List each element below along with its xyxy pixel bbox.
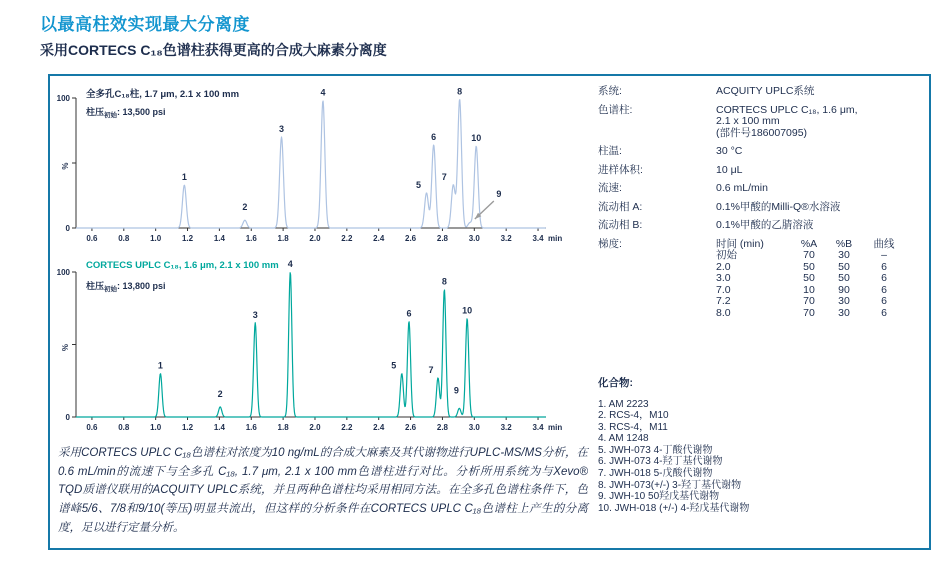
gradient-cell: 2.0 [716, 260, 731, 273]
peak-label-6: 6 [406, 308, 412, 319]
condition-value-line: 30 °C [716, 145, 743, 157]
condition-value [716, 202, 928, 214]
chromatogram-fully-porous [54, 84, 599, 257]
condition-value-line: 2.1 x 100 mm [716, 115, 780, 127]
x-tick-label: 2.6 [405, 423, 417, 432]
condition-value-line: 0.6 mL/min [716, 182, 768, 194]
gradient-cell: 3.0 [716, 272, 731, 284]
gradient-cell: 6 [881, 260, 887, 273]
x-tick-label: 2.2 [341, 234, 353, 243]
peak-label-5: 5 [391, 360, 397, 371]
gradient-header-cell: 时间 (min) [716, 237, 764, 250]
x-tick-label: 2.0 [309, 234, 321, 243]
x-tick-label: 1.8 [277, 234, 289, 243]
conditions-panel [598, 86, 928, 542]
y-tick-label-max: 100 [56, 268, 70, 277]
pressure-value: : 13,500 psi [117, 107, 166, 117]
x-tick-label: 1.4 [213, 234, 225, 243]
gradient-header-cell: %B [835, 237, 853, 250]
gradient-cell: 70 [803, 295, 815, 307]
peak-label-10: 10 [471, 133, 482, 144]
peak-label-7: 7 [441, 172, 447, 183]
x-tick-label: 2.6 [405, 234, 417, 243]
condition-value [716, 165, 928, 177]
condition-value [716, 220, 928, 232]
x-tick-label: 3.0 [468, 423, 480, 432]
figure-caption: 采用CORTECS UPLC C₁₈色谱柱对浓度为10 ng/mL的合成大麻素及其代谢物进行UPLC-MS/MS分析，在0.6 mL/min的流速下与全多孔 C₁₈, 1.7 μm, 2.1 x 100 mm色谱柱进行对比。分析所用系统为与Xevo® TQD质谱仪联用的ACQUITY UPLC系统，并且两种色谱柱均采用相同方法。在全多孔色谱柱条件下，色谱峰5/6、7/8和9/10(等压)明显共流出，但这样的分析条件在CORTECS UPLC C₁₈色谱柱上产生的分离度，足以进行定量分析。 [58, 447, 588, 534]
compound-item: 6. JWH-073 4-羟丁基代谢物 [598, 456, 723, 468]
x-tick-label: 0.8 [118, 234, 130, 243]
y-axis-label: % [61, 343, 70, 352]
peak-label-3: 3 [252, 309, 258, 320]
condition-label: 进样体积: [598, 163, 643, 176]
gradient-table [716, 239, 906, 320]
gradient-cell: 90 [838, 283, 850, 296]
condition-value [716, 86, 928, 98]
figure-panel [48, 74, 931, 550]
peak-label-8: 8 [441, 276, 447, 287]
gradient-cell: 50 [838, 272, 850, 284]
peak-label-7: 7 [428, 364, 434, 375]
gradient-cell: 50 [803, 260, 815, 273]
peak-label-9: 9 [453, 385, 459, 396]
x-tick-label: 1.2 [181, 423, 194, 432]
x-axis-unit: min [548, 423, 563, 432]
compound-item: 2. RCS-4，M10 [598, 410, 669, 422]
gradient-cell: 6 [881, 306, 887, 319]
gradient-cell: 70 [803, 306, 815, 319]
gradient-cell: 50 [838, 260, 850, 273]
pressure-value: : 13,800 psi [117, 281, 166, 291]
condition-value-line: CORTECS UPLC C₁₈, 1.6 μm, [716, 103, 858, 116]
gradient-cell: 6 [881, 295, 887, 307]
gradient-cell: 30 [838, 306, 850, 319]
condition-row [598, 86, 928, 98]
condition-value-line: ACQUITY UPLC系统 [716, 85, 815, 97]
condition-label: 流动相 A: [598, 200, 643, 213]
condition-row [598, 183, 928, 195]
x-tick-label: 3.4 [532, 423, 544, 432]
pressure-prefix: 柱压 [86, 107, 105, 117]
gradient-cell: – [881, 249, 887, 261]
condition-label: 流速: [598, 182, 622, 194]
gradient-cell: 6 [881, 283, 887, 296]
x-tick-label: 2.8 [436, 234, 449, 243]
condition-row [598, 220, 928, 232]
y-tick-label-max: 100 [56, 94, 70, 103]
condition-value [716, 146, 928, 158]
condition-label: 系统: [598, 85, 622, 97]
x-tick-label: 3.4 [532, 234, 544, 243]
compound-item: 1. AM 2223 [598, 398, 649, 410]
peak-label-1: 1 [157, 360, 163, 371]
condition-label: 流动相 B: [598, 219, 643, 231]
x-tick-label: 2.4 [373, 423, 385, 432]
condition-row [598, 202, 928, 214]
condition-row [598, 105, 928, 140]
compound-item: 7. JWH-018 5-戊酸代谢物 [598, 468, 713, 480]
x-tick-label: 3.0 [468, 234, 480, 243]
x-tick-label: 0.6 [86, 234, 98, 243]
y-tick-label-min: 0 [65, 413, 70, 422]
condition-value-line: (部件号186007095) [716, 126, 808, 139]
peak-label-1: 1 [181, 172, 187, 183]
compound-list-heading: 化合物: [598, 377, 633, 389]
x-tick-label: 1.6 [245, 423, 257, 432]
peak-label-10: 10 [462, 305, 473, 316]
y-axis-label: % [61, 162, 70, 170]
pressure-subscript: 初始 [104, 112, 118, 119]
peak-label-5: 5 [416, 179, 422, 190]
condition-row [598, 146, 928, 158]
condition-value-line: 0.1%甲酸的乙腈溶液 [716, 219, 814, 231]
chromatogram-cortecs [54, 258, 599, 446]
gradient-cell: 8.0 [716, 306, 731, 319]
x-tick-label: 2.0 [309, 423, 321, 432]
gradient-cell: 7.2 [716, 295, 731, 307]
condition-value [716, 183, 928, 195]
gradient-cell: 70 [803, 249, 815, 261]
gradient-cell: 10 [803, 283, 815, 296]
chart1-pressure-label [86, 105, 166, 119]
compound-item: 4. AM 1248 [598, 433, 649, 445]
chart1-column-label: 全多孔C₁₈柱, 1.7 μm, 2.1 x 100 mm [86, 89, 240, 100]
condition-label: 色谱柱: [598, 103, 633, 116]
peak-label-2: 2 [217, 388, 223, 399]
gradient-cell: 初始 [716, 249, 737, 261]
x-tick-label: 1.8 [277, 423, 289, 432]
peak-label-4: 4 [320, 87, 326, 98]
pressure-subscript: 初始 [104, 286, 118, 293]
x-tick-label: 3.2 [500, 423, 512, 432]
compound-item: 3. RCS-4，M11 [598, 421, 668, 433]
compound-item: 10. JWH-018 (+/-) 4-羟戊基代谢物 [598, 502, 750, 514]
chart2-column-label: CORTECS UPLC C₁₈, 1.6 μm, 2.1 x 100 mm [86, 260, 279, 271]
chromatogram-trace [76, 273, 546, 417]
compound-item: 8. JWH-073(+/-) 3-羟丁基代谢物 [598, 479, 742, 491]
gradient-header-cell: %A [800, 237, 818, 250]
peak-label-2: 2 [242, 202, 248, 213]
compound-items [598, 399, 749, 515]
gradient-header-cell: 曲线 [873, 237, 895, 250]
condition-value-line: 0.1%甲酸的Milli-Q®水溶液 [716, 200, 841, 213]
peak-label-6: 6 [431, 131, 437, 142]
compound-item: 5. JWH-073 4-丁酸代谢物 [598, 444, 713, 456]
x-tick-label: 1.2 [181, 234, 194, 243]
peak-label-4: 4 [287, 259, 293, 269]
x-tick-label: 3.2 [500, 234, 512, 243]
x-tick-label: 0.6 [86, 423, 98, 432]
condition-value-line: 10 μL [716, 163, 743, 176]
gradient-cell: 50 [803, 272, 815, 284]
gradient-cell: 30 [838, 295, 850, 307]
gradient-row [598, 239, 928, 320]
x-tick-label: 2.4 [373, 234, 385, 243]
x-tick-label: 2.2 [341, 423, 353, 432]
x-tick-label: 1.0 [150, 423, 162, 432]
x-tick-label: 1.4 [213, 423, 225, 432]
compound-list-block [598, 378, 749, 514]
x-tick-label: 2.8 [436, 423, 449, 432]
gradient-cell: 6 [881, 272, 887, 284]
gradient-cell: 30 [838, 249, 850, 261]
x-tick-label: 0.8 [118, 423, 130, 432]
condition-label: 柱温: [598, 145, 622, 157]
y-tick-label-min: 0 [65, 224, 70, 233]
gradient-label: 梯度: [598, 237, 622, 250]
page-title: 以最高柱效实现最大分离度 [40, 15, 250, 34]
x-tick-label: 1.6 [245, 234, 257, 243]
condition-row [598, 165, 928, 177]
chart2-pressure-label [86, 279, 166, 293]
peak-label-3: 3 [279, 124, 285, 134]
peak-label-8: 8 [457, 86, 463, 97]
page-subtitle: 采用CORTECS C₁₈色谱柱获得更高的合成大麻素分离度 [40, 42, 387, 58]
x-tick-label: 1.0 [150, 234, 162, 243]
compound-item: 9. JWH-10 50羟戊基代谢物 [598, 491, 720, 503]
condition-value [716, 105, 928, 140]
peak-label-9: 9 [496, 188, 502, 199]
conditions-list [598, 86, 928, 319]
gradient-cell: 7.0 [716, 283, 731, 296]
x-axis-unit: min [548, 234, 563, 243]
pressure-prefix: 柱压 [86, 281, 105, 291]
